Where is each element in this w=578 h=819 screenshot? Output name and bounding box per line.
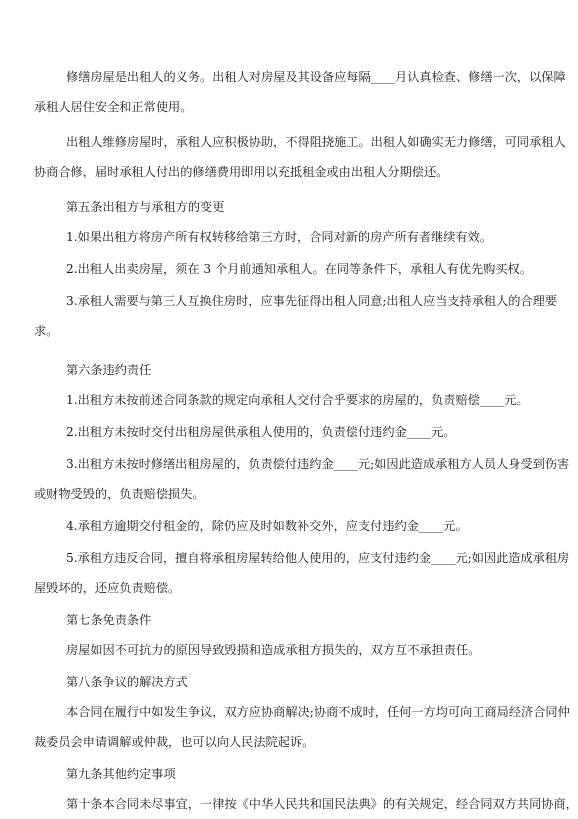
clause-6-2 (66, 417, 534, 447)
text-line: 2.出租方未按时交付出租房屋供承租人使用的，负责偿付违约金____元。 (66, 425, 456, 439)
text-line: 修缮房屋是出租人的义务。出租人对房屋及其设备应每隔____月认真检查、修缮一次，以保障 (66, 70, 566, 84)
clause-8-text (34, 697, 570, 757)
section-heading-article-7 (66, 605, 534, 635)
text-line: 或财物受毁的，负责赔偿损失。 (34, 487, 205, 501)
text-line: 本合同在履行中如发生争议，双方应协商解决;协商不成时，任何一方均可向工商局经济合同仲 (66, 705, 570, 719)
text-line: 第六条违约责任 (66, 363, 152, 377)
section-heading-article-9 (66, 759, 534, 789)
clause-6-3 (34, 449, 570, 509)
text-line: 屋毁坏的，还应负责赔偿。 (34, 581, 181, 595)
clause-5-1 (66, 222, 534, 252)
text-line: 出租人维修房屋时，承租人应积极协助，不得阻挠施工。出租人如确实无力修缮，可同承租人 (66, 135, 566, 149)
section-heading-article-8 (66, 667, 534, 697)
text-line: 5.承租方违反合同，擅自将承租房屋转给他人使用的，应支付违约金____元;如因此造成承租房 (66, 551, 570, 565)
text-line: 第五条出租方与承租方的变更 (66, 200, 225, 214)
text-line: 2.出租人出卖房屋，须在 3 个月前通知承租人。在同等条件下，承租人有优先购买权。 (66, 262, 532, 276)
section-heading-article-6 (66, 355, 534, 385)
clause-10-text (66, 789, 578, 819)
section-heading-article-5 (66, 192, 534, 222)
text-line: 求。 (34, 324, 59, 338)
clause-5-2 (66, 254, 534, 284)
clause-7-text (66, 635, 534, 665)
paragraph-repair-duty (34, 62, 566, 122)
text-line: 4.承租方逾期交付租金的，除仍应及时如数补交外，应支付违约金____元。 (66, 519, 468, 533)
text-line: 第七条免责条件 (66, 613, 152, 627)
text-line: 第八条争议的解决方式 (66, 675, 188, 689)
text-line: 3.承租人需要与第三人互换住房时，应事先征得出租人同意;出租人应当支持承租人的合理要 (66, 294, 558, 308)
clause-6-5 (34, 543, 570, 603)
text-line: 裁委员会申请调解或仲裁，也可以向人民法院起诉。 (34, 735, 315, 749)
clause-6-4 (66, 511, 534, 541)
clause-6-1 (66, 385, 534, 415)
text-line: 承租人居住安全和正常使用。 (34, 100, 193, 114)
text-line: 3.出租方未按时修缮出租房屋的，负责偿付违约金____元;如因此造成承租方人员人身受到伤害 (66, 457, 570, 471)
text-line: 第十条本合同未尽事宜，一律按《中华人民共和国民法典》的有关规定，经合同双方共同协商， (66, 797, 578, 811)
text-line: 协商合修，届时承租人付出的修缮费用即用以充抵租金或由出租人分期偿还。 (34, 165, 449, 179)
clause-5-3 (34, 286, 558, 346)
text-line: 房屋如因不可抗力的原因导致毁损和造成承租方损失的，双方互不承担责任。 (66, 643, 481, 657)
paragraph-repair-assist (34, 127, 566, 187)
text-line: 第九条其他约定事项 (66, 767, 176, 781)
text-line: 1.出租方未按前述合同条款的规定向承租人交付合乎要求的房屋的，负责赔偿____元。 (66, 393, 529, 407)
text-line: 1.如果出租方将房产所有权转移给第三方时，合同对新的房产所有者继续有效。 (66, 230, 493, 244)
